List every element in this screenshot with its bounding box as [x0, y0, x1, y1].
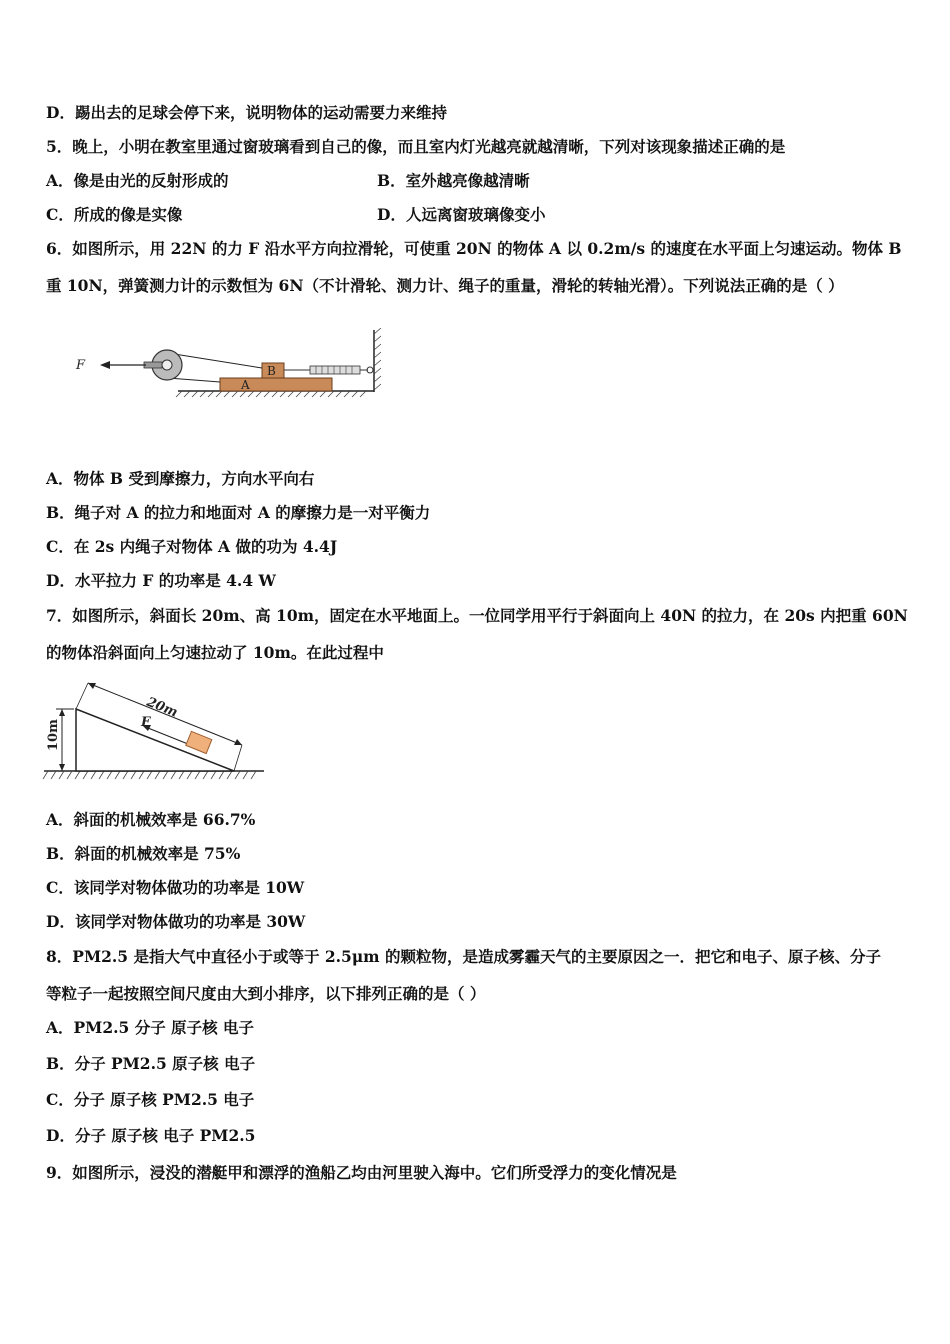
q8-option-b: B．分子 PM2.5 原子核 电子: [46, 1054, 256, 1073]
q9-stem: 9．如图所示，浸没的潜艇甲和漂浮的渔船乙均由河里驶入海中。它们所受浮力的变化情况是: [46, 1163, 677, 1182]
q5-option-b: B．室外越亮像越清晰: [377, 171, 530, 190]
q7-stem-line1: 7．如图所示，斜面长 20m、高 10m，固定在水平地面上。一位同学用平行于斜面向上 40N 的拉力，在 20s 内把重 60N: [46, 606, 908, 625]
q6-option-d: D．水平拉力 F 的功率是 4.4 W: [46, 571, 276, 590]
q8-option-c: C．分子 原子核 PM2.5 电子: [46, 1090, 255, 1109]
q4-option-d: D．踢出去的足球会停下来，说明物体的运动需要力来维持: [46, 103, 447, 122]
q6-option-a: A．物体 B 受到摩擦力，方向水平向右: [46, 469, 315, 488]
q7-option-b: B．斜面的机械效率是 75%: [46, 844, 241, 863]
q5-option-a: A．像是由光的反射形成的: [46, 171, 229, 190]
q8-option-a: A．PM2.5 分子 原子核 电子: [46, 1018, 254, 1037]
q6-force-label: F: [76, 358, 86, 373]
q6-option-b: B．绳子对 A 的拉力和地面对 A 的摩擦力是一对平衡力: [46, 503, 431, 522]
q7-option-c: C．该同学对物体做功的功率是 10W: [46, 878, 305, 897]
q6-stem-line1: 6．如图所示，用 22N 的力 F 沿水平方向拉滑轮，可使重 20N 的物体 A 以 0.2m/s 的速度在水平面上匀速运动。物体 B: [46, 239, 902, 258]
q6-block-b-label: B: [267, 364, 276, 378]
q7-stem-line2: 的物体沿斜面向上匀速拉动了 10m。在此过程中: [46, 643, 384, 662]
q7-option-a: A．斜面的机械效率是 66.7%: [46, 810, 256, 829]
q7-option-d: D．该同学对物体做功的功率是 30W: [46, 912, 306, 931]
q7-height-label: 10m: [46, 719, 61, 751]
q8-stem-line1: 8．PM2.5 是指大气中直径小于或等于 2.5μm 的颗粒物，是造成雾霾天气的主要原因之一．把它和电子、原子核、分子: [46, 947, 881, 966]
q8-option-d: D．分子 原子核 电子 PM2.5: [46, 1126, 256, 1145]
q7-length-label: 20m: [144, 694, 180, 721]
q8-stem-line2: 等粒子一起按照空间尺度由大到小排序，以下排列正确的是（ ）: [46, 984, 486, 1003]
q5-option-d: D．人远离窗玻璃像变小: [377, 205, 546, 224]
q7-incline-figure: [40, 675, 270, 787]
q5-option-c: C．所成的像是实像: [46, 205, 183, 224]
q6-block-a-label: A: [241, 378, 250, 392]
q5-stem: 5．晚上，小明在教室里通过窗玻璃看到自己的像，而且室内灯光越亮就越清晰，下列对该现象描述正确的是: [46, 137, 786, 156]
q6-option-c: C．在 2s 内绳子对物体 A 做的功为 4.4J: [46, 537, 338, 556]
q6-pulley-figure: [60, 328, 390, 403]
q7-force-label: F: [141, 715, 151, 730]
q6-stem-line2: 重 10N，弹簧测力计的示数恒为 6N（不计滑轮、测力计、绳子的重量，滑轮的转轴光滑）。下列说法正确的是（ ）: [46, 276, 844, 295]
